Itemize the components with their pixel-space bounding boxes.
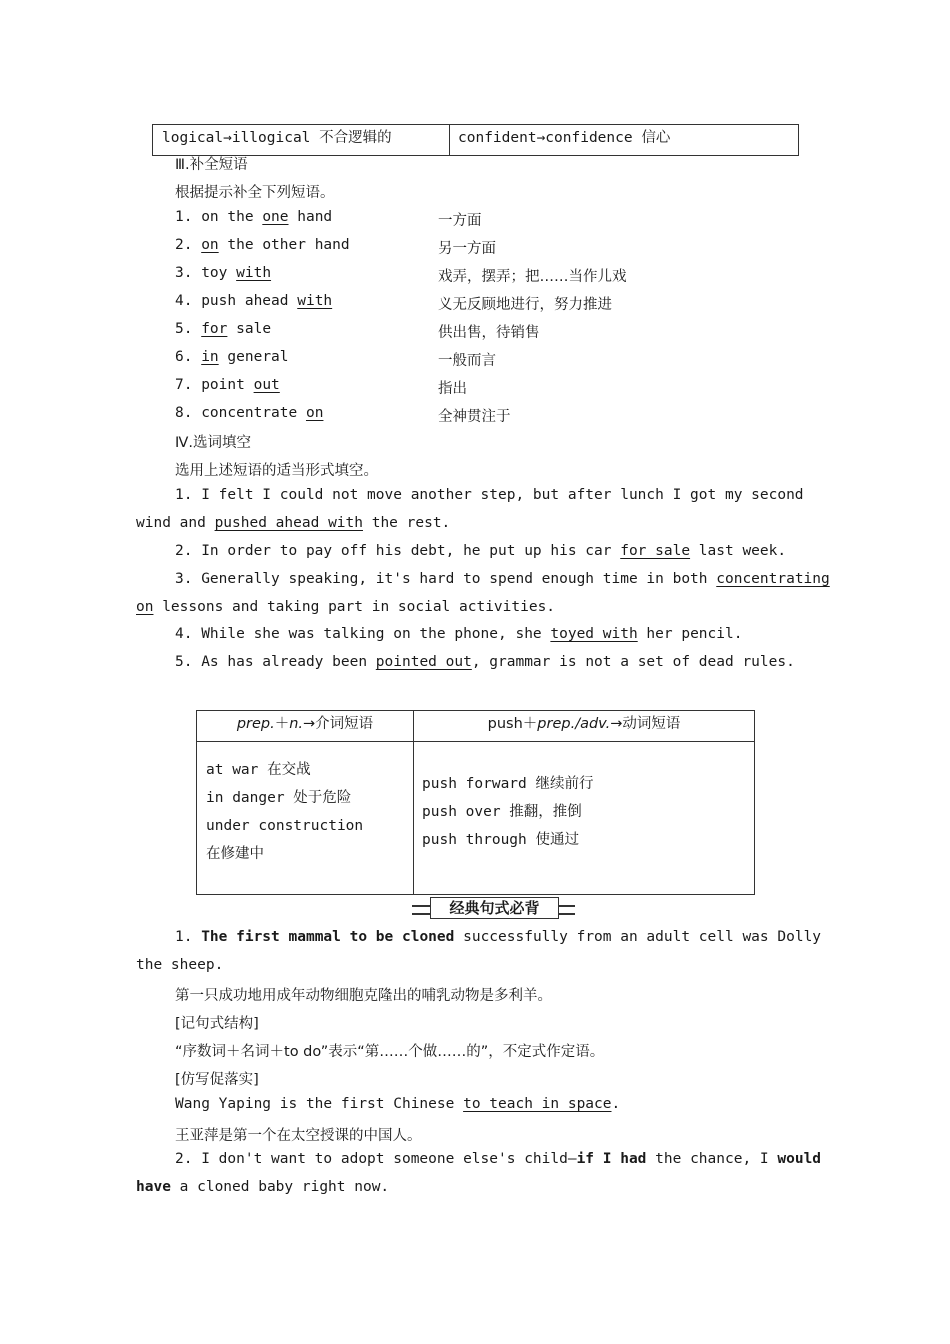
phrase-text: concentrate xyxy=(201,405,306,421)
answer: concentrating xyxy=(716,571,830,587)
table-divider xyxy=(413,711,414,894)
table-cell-left xyxy=(206,756,363,868)
table-divider xyxy=(449,125,450,155)
table-divider xyxy=(197,741,754,742)
phrase-text: sale xyxy=(227,321,272,337)
text: push＋ xyxy=(487,716,538,732)
sentence-2 xyxy=(175,1151,821,1167)
imitation-sentence xyxy=(175,1096,620,1112)
phrase-answer: with xyxy=(297,293,333,309)
highlight: have xyxy=(136,1179,171,1195)
phrase-meaning: 指出 xyxy=(438,381,467,397)
phrase-answer: with xyxy=(236,265,272,281)
phrase-text: on the xyxy=(201,209,263,225)
cell-line: push forward 继续前行 xyxy=(422,776,594,792)
table-header-left xyxy=(197,712,413,733)
cell-line: push over 推翻，推倒 xyxy=(422,804,582,820)
phrase-meaning: 一般而言 xyxy=(438,353,496,369)
answer: on xyxy=(136,599,154,615)
phrase-item xyxy=(175,405,323,421)
phrase-item xyxy=(175,321,271,337)
phrase-item xyxy=(175,377,280,393)
phrase-number: 8. xyxy=(175,405,193,421)
text: 3. Generally speaking, it's hard to spend enough time in both xyxy=(175,571,717,587)
phrase-item xyxy=(175,293,332,309)
text: successfully from an adult cell was Dolly xyxy=(454,929,822,945)
phrase-item xyxy=(175,237,350,253)
phrase-text: push ahead xyxy=(201,293,298,309)
table-header-right xyxy=(414,712,754,733)
highlight: if I had xyxy=(576,1151,647,1167)
text: her pencil. xyxy=(637,626,743,642)
phrase-item xyxy=(175,265,271,281)
structure-label: [记句式结构] xyxy=(175,1016,259,1032)
text: prep. xyxy=(236,716,275,732)
cell-line: 在修建中 xyxy=(206,846,264,862)
section3-heading: Ⅲ.补全短语 xyxy=(175,157,248,173)
text: a cloned baby right now. xyxy=(170,1179,390,1195)
text: wind and xyxy=(136,515,215,531)
section-banner xyxy=(412,897,575,919)
cell-line: at war 在交战 xyxy=(206,762,311,778)
answer: pushed ahead with xyxy=(214,515,363,531)
text: Wang Yaping is the first Chinese xyxy=(175,1096,464,1112)
phrase-table xyxy=(196,710,755,895)
sentence-1 xyxy=(175,929,821,945)
imitation-label: [仿写促落实] xyxy=(175,1072,259,1088)
phrase-item xyxy=(175,209,332,225)
fill-sentence-3a xyxy=(175,571,830,587)
imitation-translation: 王亚萍是第一个在太空授课的中国人。 xyxy=(175,1128,422,1144)
phrase-text: hand xyxy=(288,209,333,225)
text: the rest. xyxy=(362,515,451,531)
phrase-text: the other hand xyxy=(218,237,350,253)
phrase-meaning: 戏弄，摆弄；把……当作儿戏 xyxy=(438,269,627,285)
answer: for sale xyxy=(620,543,691,559)
phrase-number: 5. xyxy=(175,321,193,337)
fill-sentence-1a: 1. I felt I could not move another step, but after lunch I got my second xyxy=(175,487,804,503)
section4-heading: Ⅳ.选词填空 xyxy=(175,435,251,451)
text: , grammar is not a set of dead rules. xyxy=(471,654,795,670)
answer: pointed out xyxy=(375,654,472,670)
fill-sentence-1b xyxy=(136,515,450,531)
phrase-number: 3. xyxy=(175,265,193,281)
text: the chance, I xyxy=(646,1151,778,1167)
phrase-text: toy xyxy=(201,265,237,281)
highlight: would xyxy=(777,1151,822,1167)
section4-instruction: 选用上述短语的适当形式填空。 xyxy=(175,463,378,479)
cell-line: in danger 处于危险 xyxy=(206,790,352,806)
phrase-answer: on xyxy=(305,405,324,421)
phrase-answer: on xyxy=(201,237,219,253)
phrase-meaning: 全神贯注于 xyxy=(438,409,511,425)
phrase-answer: out xyxy=(253,377,280,393)
banner-title: 经典句式必背 xyxy=(430,897,559,919)
phrase-meaning: 供出售，待销售 xyxy=(438,325,540,341)
text: lessons and taking part in social activities. xyxy=(153,599,556,615)
phrase-number: 4. xyxy=(175,293,193,309)
phrase-answer: for xyxy=(201,321,228,337)
fill-sentence-3b xyxy=(136,599,555,615)
phrase-number: 2. xyxy=(175,237,193,253)
cell-line: under construction xyxy=(206,818,364,834)
section3-instruction: 根据提示补全下列短语。 xyxy=(175,185,335,201)
text: 5. As has already been xyxy=(175,654,376,670)
highlight: The first mammal to be cloned xyxy=(201,929,455,945)
table-cell-right: confident→confidence 信心 xyxy=(458,130,671,146)
answer: to teach in space xyxy=(463,1096,612,1112)
table-cell-right xyxy=(422,770,594,854)
answer: toyed with xyxy=(550,626,638,642)
sentence-1-line2: the sheep. xyxy=(136,957,224,973)
text: n. xyxy=(289,716,304,732)
phrase-number: 7. xyxy=(175,377,193,393)
phrase-text: point xyxy=(201,377,254,393)
fill-sentence-4 xyxy=(175,626,742,642)
table-cell-left: logical→illogical 不合逻辑的 xyxy=(162,130,392,146)
text: 1. xyxy=(175,929,193,945)
phrase-meaning: 一方面 xyxy=(438,213,482,229)
text: →介词短语 xyxy=(303,716,374,732)
fill-sentence-5 xyxy=(175,654,795,670)
phrase-item xyxy=(175,349,289,365)
text: . xyxy=(611,1096,621,1112)
structure-text: “序数词＋名词＋to do”表示“第……个做……的”，不定式作定语。 xyxy=(175,1044,605,1060)
phrase-number: 1. xyxy=(175,209,193,225)
text: prep./adv. xyxy=(537,716,611,732)
text: last week. xyxy=(690,543,787,559)
vocab-table xyxy=(152,124,799,156)
phrase-answer: one xyxy=(262,209,289,225)
phrase-text: general xyxy=(218,349,289,365)
sentence-2-line2 xyxy=(136,1179,389,1195)
text: ＋ xyxy=(274,716,290,732)
phrase-answer: in xyxy=(201,349,219,365)
text: 2. In order to pay off his debt, he put up his car xyxy=(175,543,621,559)
text: 2. I don't want to adopt someone else's child— xyxy=(175,1151,577,1167)
cell-line: push through 使通过 xyxy=(422,832,579,848)
phrase-number: 6. xyxy=(175,349,193,365)
fill-sentence-2 xyxy=(175,543,786,559)
text: 4. While she was talking on the phone, she xyxy=(175,626,551,642)
phrase-meaning: 另一方面 xyxy=(438,241,496,257)
text: →动词短语 xyxy=(610,716,681,732)
sentence-1-translation: 第一只成功地用成年动物细胞克隆出的哺乳动物是多利羊。 xyxy=(175,988,552,1004)
phrase-meaning: 义无反顾地进行，努力推进 xyxy=(438,297,612,313)
